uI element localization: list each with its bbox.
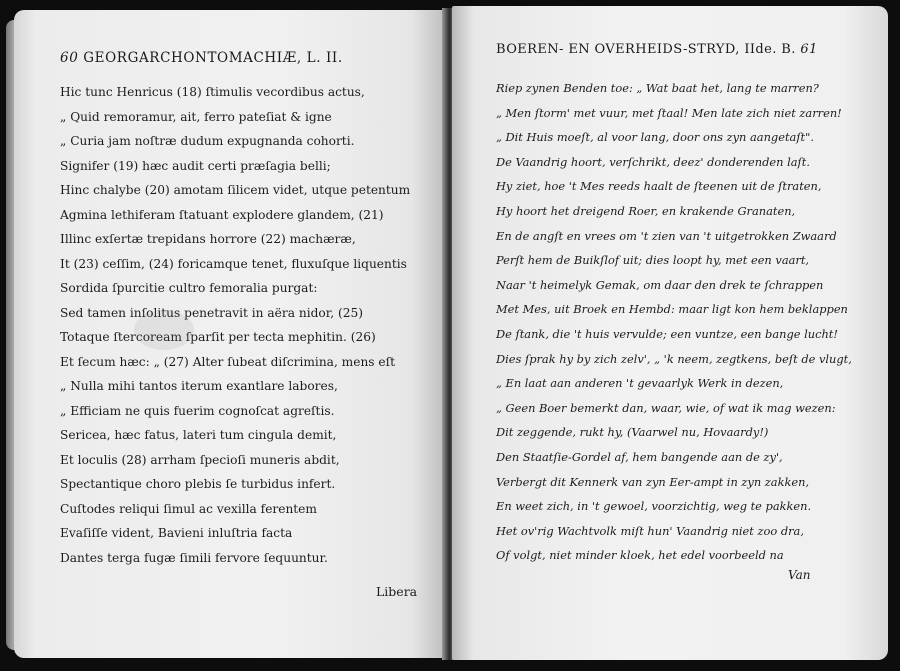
text-line: „ Geen Boer bemerkt dan, waar, wie, of wat ik mag wezen: (496, 400, 836, 415)
text-line: Totaque ſtercoream ſparſit per tecta mephitin. (26) (60, 330, 376, 344)
text-line: Het ov'rig Wachtvolk miſt hun' Vaandrig niet zoo dra, (496, 523, 804, 538)
text-line: Met Mes, uit Broek en Hembd: maar ligt kon hem beklappen (496, 302, 848, 317)
text-line: „ Curia jam noſtræ dudum expugnanda cohorti. (60, 134, 355, 148)
text-line: Sordida ſpurcitie cultro femoralia purgat: (60, 281, 318, 295)
right-page-number: 61 (800, 42, 818, 57)
text-line: Perſt hem de Buikſlof uit; dies loopt hy, met een vaart, (496, 253, 810, 268)
text-line: Hinc chalybe (20) amotam ſilicem videt, utque petentum (60, 183, 411, 197)
right-head-title: BOEREN- EN OVERHEIDS-STRYD, IIde. B. (496, 42, 796, 57)
left-running-head (60, 50, 343, 66)
text-line: Riep zynen Benden toe: „ Wat baat het, lang te marren? (496, 81, 819, 95)
right-page (452, 6, 888, 660)
text-line: En de angſt en vrees om 't zien van 't uitgetrokken Zwaard (496, 228, 837, 243)
text-line: „ Quid remoramur, ait, ferro pateſiat & igne (60, 109, 332, 124)
text-line: En weet zich, in 't gewoel, voorzichtig, weg te pakken. (496, 499, 812, 514)
text-line: Hy hoort het dreigend Roer, en krakende Granaten, (496, 203, 796, 218)
text-line: It (23) ceſſim, (24) foricamque tenet, fluxuſque liquentis (60, 256, 407, 271)
right-catchword: Van (788, 568, 811, 582)
right-text-block (496, 76, 856, 568)
text-line: Agmina lethiferam ſtatuant explodere glandem, (21) (60, 207, 384, 222)
left-text-block (60, 80, 445, 570)
paper-stain (134, 310, 194, 350)
left-page (14, 10, 446, 658)
text-line: Dit zeggende, rukt hy, (Vaarwel nu, Hovaardy!) (496, 425, 769, 440)
text-line: „ En laat aan anderen 't gevaarlyk Werk in dezen, (496, 376, 784, 391)
text-line: Of volgt, niet minder kloek, het edel voorbeeld na (496, 548, 784, 563)
text-line: „ Men ſtorm' met vuur, met ſtaal! Men late zich niet zarren! (496, 105, 842, 120)
text-line: Et loculis (28) arrham ſpecioſi muneris abdit, (60, 452, 340, 467)
text-line: Naar 't heimelyk Gemak, om daar den drek te ſchrappen (496, 277, 824, 292)
text-line: Evaſiſſe vident, Bavieni inluſtria facta (60, 526, 293, 540)
text-line: Hy ziet, hoe 't Mes reeds haalt de ſteenen uit de ſtraten, (496, 179, 822, 194)
text-line: Illinc exſertæ trepidans horrore (22) machæræ, (60, 232, 356, 246)
text-line: Signifer (19) hæc audit certi præſagia belli; (60, 158, 331, 173)
text-line: De ſtank, die 't huis vervulde; een vuntze, een bange lucht! (496, 326, 838, 341)
text-line: „ Efficiam ne quis fuerim cognoſcat agreſtis. (60, 403, 335, 418)
text-line: De Vaandrig hoort, verſchrikt, deez' donderenden laſt. (496, 154, 810, 169)
text-line: Spectantique choro plebis ſe turbidus infert. (60, 477, 336, 491)
left-catchword: Libera (376, 584, 418, 599)
left-page-number: 60 (60, 50, 79, 66)
text-line: „ Nulla mihi tantos iterum exantlare labores, (60, 379, 338, 393)
text-line: Verbergt dit Kennerk van zyn Eer-ampt in zyn zakken, (496, 474, 810, 489)
right-running-head (496, 42, 818, 57)
left-head-title: GEORGARCHONTOMACHIÆ, L. II. (83, 50, 343, 66)
text-line: Cuſtodes reliqui ſimul ac vexilla ferentem (60, 501, 317, 516)
text-line: Dies ſprak hy by zich zelv', „ 'k neem, zegtkens, beſt de vlugt, (496, 351, 852, 366)
text-line: Den Staatſie-Gordel af, hem bangende aan de zy', (496, 449, 783, 464)
text-line: Dantes terga fugæ ſimili fervore ſequuntur. (60, 550, 328, 565)
text-line: „ Dit Huis moeſt, al voor lang, door ons zyn aangetaſt". (496, 130, 814, 145)
text-line: Sed tamen inſolitus penetravit in aëra nidor, (25) (60, 305, 363, 320)
text-line: Et ſecum hæc: „ (27) Alter ſubeat diſcrimina, mens eſt (60, 354, 396, 369)
text-line: Hic tunc Henricus (18) ſtimulis vecordibus actus, (60, 85, 365, 99)
text-line: Sericea, hæc fatus, lateri tum cingula demit, (60, 428, 337, 442)
